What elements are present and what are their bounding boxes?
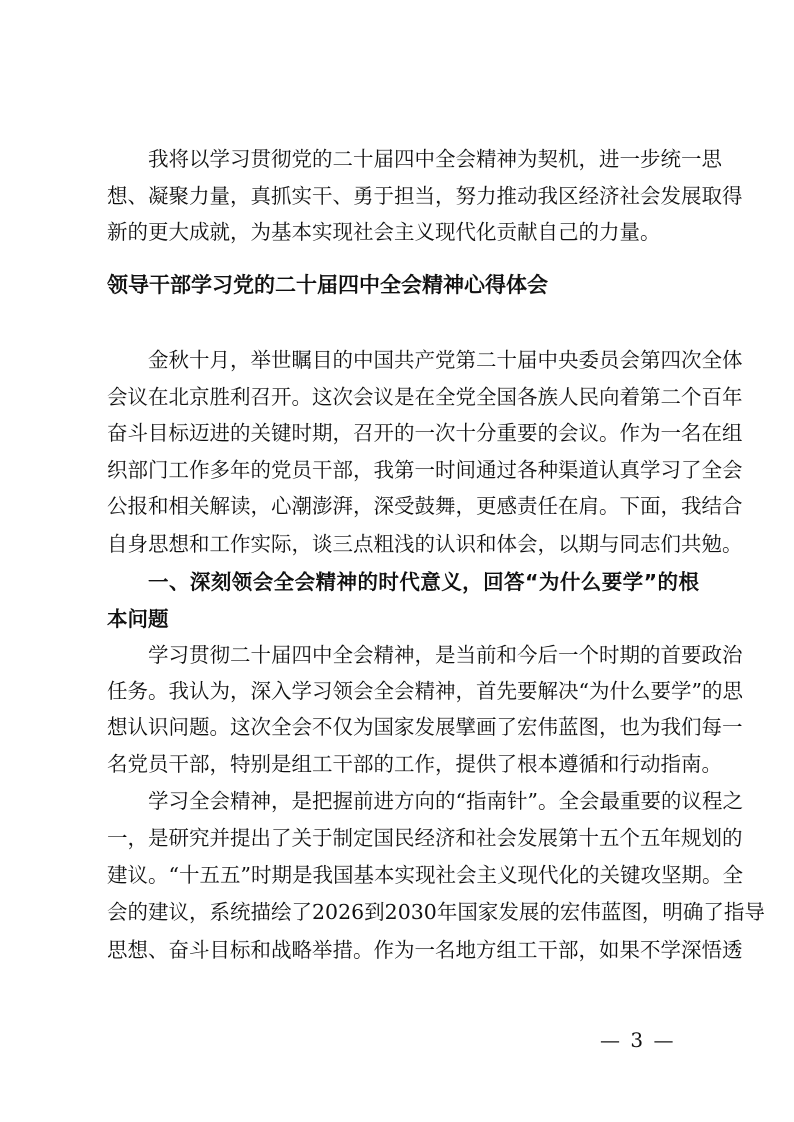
- paragraph-line: 任务。我认为，深入学习领会全会精神，首先要解决“为什么要学”的思: [107, 679, 743, 703]
- section-heading-line: 一、深刻领会全会精神的时代意义，回答“为什么要学”的根: [148, 570, 699, 594]
- paragraph-line: 名党员干部，特别是组工干部的工作，提供了根本遵循和行动指南。: [107, 752, 722, 776]
- paragraph-line: 想、凝聚力量，真抓实干、勇于担当，努力推动我区经济社会发展取得: [107, 184, 743, 208]
- paragraph-line: 金秋十月，举世瞩目的中国共产党第二十届中央委员会第四次全体: [148, 348, 743, 372]
- paragraph-line: 奋斗目标迈进的关键时期，召开的一次十分重要的会议。作为一名在组: [107, 421, 743, 445]
- paragraph-line: 一，是研究并提出了关于制定国民经济和社会发展第十五个五年规划的: [107, 826, 743, 850]
- document-title: 领导干部学习党的二十届四中全会精神心得体会: [107, 273, 548, 297]
- section-heading-line: 本问题: [107, 607, 169, 631]
- paragraph-line: 公报和相关解读，心潮澎湃，深受鼓舞，更感责任在肩。下面，我结合: [107, 494, 743, 518]
- paragraph-line: 会的建议，系统描绘了2026到2030年国家发展的宏伟蓝图，明确了指导: [107, 900, 765, 924]
- paragraph-line: 建议。“十五五”时期是我国基本实现社会主义现代化的关键攻坚期。全: [107, 863, 743, 887]
- paragraph-line: 学习全会精神，是把握前进方向的“指南针”。全会最重要的议程之: [148, 789, 743, 813]
- paragraph-line: 想认识问题。这次全会不仅为国家发展擘画了宏伟蓝图，也为我们每一: [107, 715, 743, 739]
- paragraph-line: 新的更大成就，为基本实现社会主义现代化贡献自己的力量。: [107, 220, 661, 244]
- paragraph-line: 我将以学习贯彻党的二十届四中全会精神为契机，进一步统一思: [148, 147, 722, 171]
- page-number: — 3 —: [600, 1028, 676, 1052]
- paragraph-line: 思想、奋斗目标和战略举措。作为一名地方组工干部，如果不学深悟透: [107, 938, 743, 962]
- paragraph-line: 织部门工作多年的党员干部，我第一时间通过各种渠道认真学习了全会: [107, 458, 743, 482]
- paragraph-line: 自身思想和工作实际，谈三点粗浅的认识和体会，以期与同志们共勉。: [107, 532, 743, 556]
- paragraph-line: 会议在北京胜利召开。这次会议是在全党全国各族人民向着第二个百年: [107, 385, 743, 409]
- paragraph-line: 学习贯彻二十届四中全会精神，是当前和今后一个时期的首要政治: [148, 643, 743, 667]
